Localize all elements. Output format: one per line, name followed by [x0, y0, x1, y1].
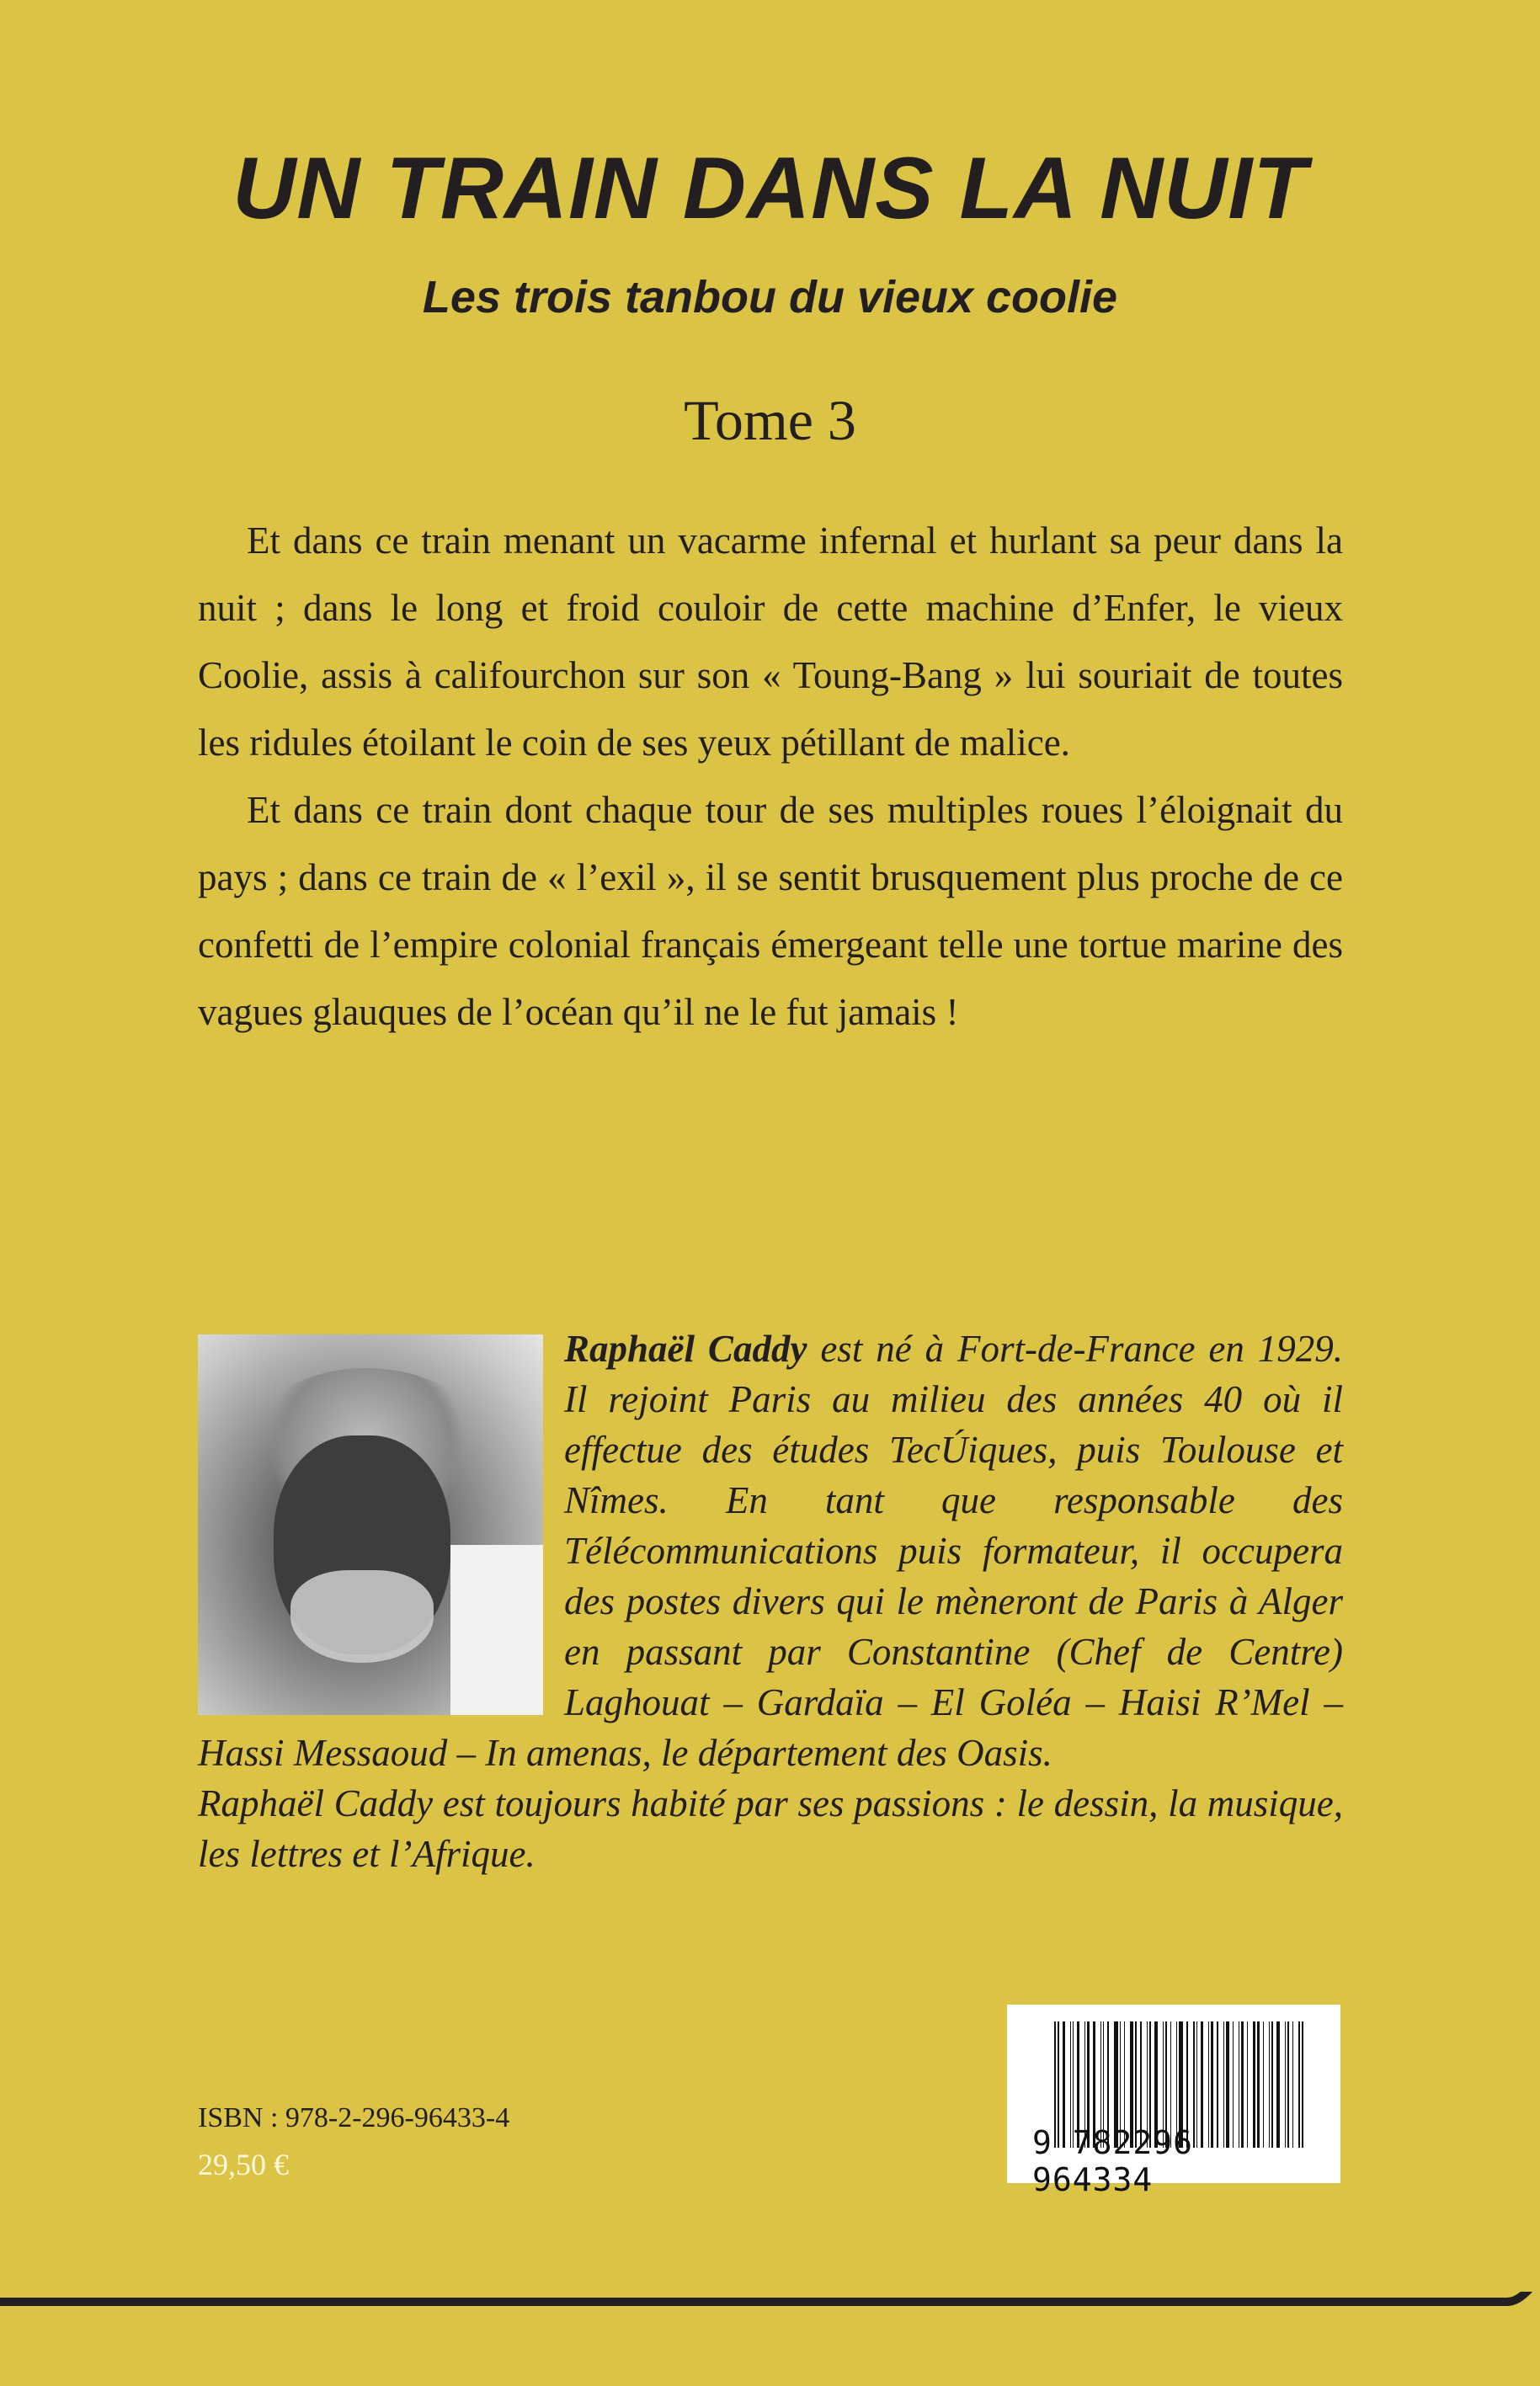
- barcode-number: 9 782296 964334: [1032, 2124, 1194, 2198]
- book-subtitle: Les trois tanbou du vieux coolie: [422, 272, 1118, 322]
- author-bio-text: est né à Fort-de-France en 1929. Il rejoint Paris au milieu des années 40 où il effectue des études TecÚiques, puis Toulouse et Nîmes. En tant que responsable des Télécommunications puis formateur, il occupera des postes divers qui le mèneront de Paris à Alger en passant par Constantine (Chef de Centre) Laghouat – Gardaïa – El Goléa – Haisi R’Mel – Hassi Messaoud – In amenas, le département des Oasis.: [198, 1328, 1343, 1774]
- barcode: [1007, 2005, 1340, 2198]
- blurb-paragraph: Et dans ce train dont chaque tour de ses multiples roues l’éloignait du pays ; dans ce train de « l’exil », il se sentit brusquement plus proche de ce confetti de l’empire colonial français émergeant telle une tortue marine des vagues glauques de l’océan qu’il ne le fut jamais !: [198, 789, 1343, 1033]
- book-title: UN TRAIN DANS LA NUIT: [232, 140, 1308, 237]
- price: 29,50 €: [198, 2148, 289, 2181]
- isbn: ISBN : 978-2-296-96433-4: [198, 2102, 510, 2133]
- blurb-paragraph: Et dans ce train menant un vacarme infernal et hurlant sa peur dans la nuit ; dans le long et froid couloir de cette machine d’Enfer, le vieux Coolie, assis à califourchon sur son « Toung-Bang » lui souriait de toutes les ridules étoilant le coin de ses yeux pétillant de malice.: [198, 519, 1343, 764]
- author-bio: [198, 1323, 1343, 1879]
- author-name: Raphaël Caddy: [564, 1328, 807, 1370]
- author-bio-passions: Raphaël Caddy est toujours habité par ses passions : le dessin, la musique, les lettres et l’Afrique.: [198, 1782, 1343, 1875]
- bottom-rule: [0, 2292, 1540, 2325]
- volume-label: Tome 3: [684, 388, 856, 452]
- blurb: [198, 507, 1343, 1046]
